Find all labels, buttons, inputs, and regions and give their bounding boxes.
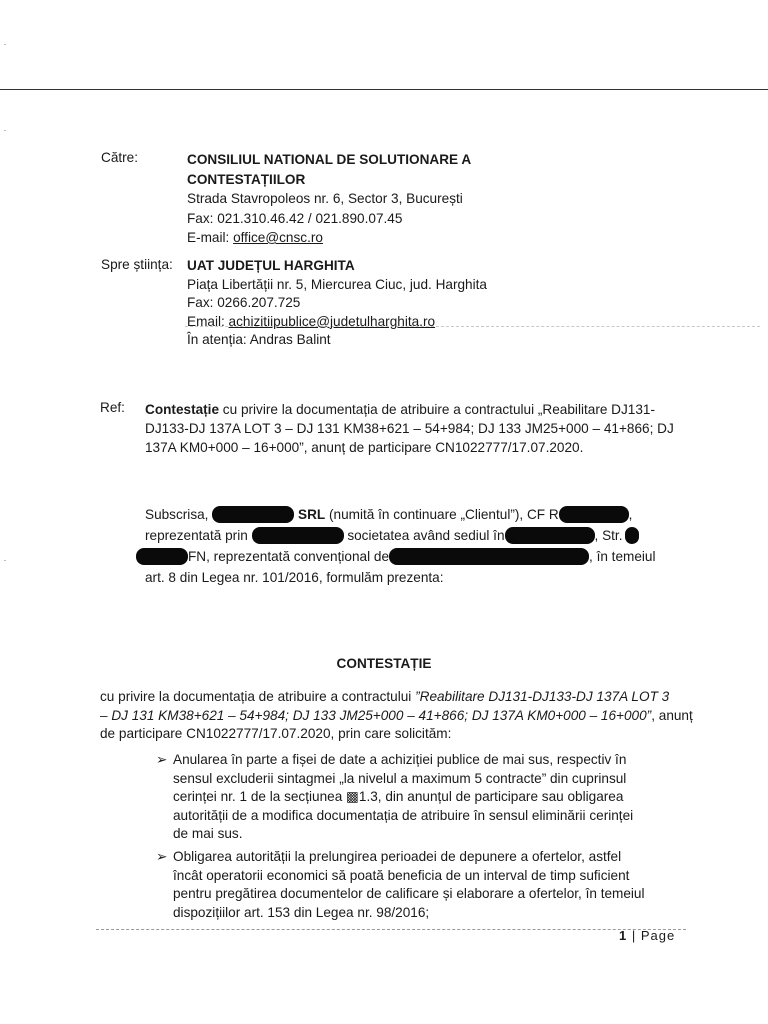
intro-l2-b: societatea având sediul în [343,528,505,543]
body-l1-a: cu privire la documentația de atribuire a contractului [100,689,416,704]
redaction [252,527,344,544]
bullet-line: autorității de a modifica documentația de atribuire în sensul eliminării cerinței [173,807,634,823]
recipient-address: Strada Stavropoleos nr. 6, Sector 3, București [187,191,463,206]
recipient-name-line1: CONSILIUL NATIONAL DE SOLUTIONARE A [187,152,472,167]
bullet-line: încât operatorii economici să poată beneficia de un interval de timp suficient [173,867,630,883]
cc-email-prefix: Email: [187,313,229,329]
cc-fax: Fax: 0266.207.725 [187,295,301,310]
recipient-email-line [187,228,471,248]
ref-line3: 137A KM0+000 – 16+000”, anunț de participare CN1022777/17.07.2020. [145,440,584,455]
recipient-email-prefix: E-mail: [187,230,234,245]
redaction [389,548,589,565]
bullet-line: sensul excluderii sintagmei „la nivelul a maximum 5 contracte” din cuprinsul [173,770,627,786]
intro-l2-a: reprezentată prin [145,528,252,543]
redaction [559,506,629,523]
body-paragraph [100,688,693,744]
recipient-block [187,150,471,248]
intro-l1-b: SRL [298,507,326,522]
page-number: 1 [619,928,628,943]
intro-l1-d: F R [536,507,559,522]
cc-address: Piața Libertății nr. 5, Miercurea Ciuc, jud. Harghita [187,276,487,292]
cc-email-link[interactable]: achizitiipublice@judetulharghita.ro [228,313,436,329]
bullet-line: dispozițiilor art. 153 din Legea nr. 98/2016; [173,904,430,920]
intro-l1-c: (numită în continuare „Clientul”), C [325,507,537,522]
cc-name: UAT JUDEȚUL HARGHITA [187,258,355,273]
scan-speck [4,560,6,561]
bullet-item [173,848,685,922]
bullet-arrow-icon: ➢ [156,752,168,767]
cc-attention: În atenția: Andras Balint [187,332,331,347]
bullet-arrow-icon: ➢ [156,849,168,864]
redaction [212,506,294,523]
recipient-fax: Fax: 021.310.46.42 / 021.890.07.45 [187,210,403,226]
cc-email-line [187,313,487,332]
intro-l1-e: , [628,507,633,522]
footer-rule [96,929,686,930]
header-rule [0,89,768,90]
bullet-line: Anularea în parte a fișei de date a achiziției publice de mai sus, respectiv în [173,752,627,767]
recipient-name-line2: CONTESTAȚIILOR [187,171,306,187]
ref-bold-word: Contestație [145,402,220,417]
bullet-line: Obligarea autorității la prelungirea perioadei de depunere a ofertelor, astfel [173,849,622,864]
intro-l3-a: FN, reprezentată convențional de [188,549,390,564]
scan-speck [4,130,6,131]
intro-l4: art. 8 din Legea nr. 101/2016, formulăm prezenta: [145,570,444,585]
recipient-label: Către: [101,150,139,165]
page-label: Page [640,928,676,943]
cc-block [187,257,487,350]
redaction [505,527,595,544]
ref-line2: DJ133-DJ 137A LOT 3 – DJ 131 KM38+621 – 54+984; DJ 133 JM25+000 – 41+866; DJ [145,421,674,436]
bullet-line: de mai sus. [173,826,243,841]
body-l2-b: , anunț [651,707,693,723]
intro-paragraph [145,504,685,588]
ref-line1: cu privire la documentația de atribuire a contractului „Reabilitare DJ131- [219,402,656,417]
redaction [625,527,639,544]
recipient-email-link[interactable]: office@cnsc.ro [233,230,323,245]
bullet-line: cerinței nr. 1 de la secțiunea ▩1.3, din anunțul de participare sau obligarea [173,789,624,804]
redaction [136,548,188,565]
page-footer [619,928,675,943]
scan-speck [4,44,6,45]
cc-label: Spre știința: [101,257,173,272]
intro-l2-c: , Str. [594,528,623,543]
page-separator: | [627,928,641,943]
bullet-line: pentru pregătirea documentelor de calificare și elaborare a ofertelor, în temeiul [173,886,645,901]
ref-label: Ref: [100,400,125,415]
body-l2-a: – DJ 131 KM38+621 – 54+984; DJ 133 JM25+000 – 41+866; DJ 137A KM0+000 – 16+000” [100,707,652,723]
intro-l1-a: Subscrisa, [145,507,213,522]
body-l1-b: ”Reabilitare DJ131-DJ133-DJ 137A LOT 3 [415,689,670,704]
body-l3: de participare CN1022777/17.07.2020, prin care solicităm: [100,726,452,741]
bullet-item [173,751,685,844]
ref-block [145,400,680,457]
intro-l3-b: , în temeiul [589,549,656,564]
contestatie-heading: CONTESTAȚIE [336,656,432,671]
